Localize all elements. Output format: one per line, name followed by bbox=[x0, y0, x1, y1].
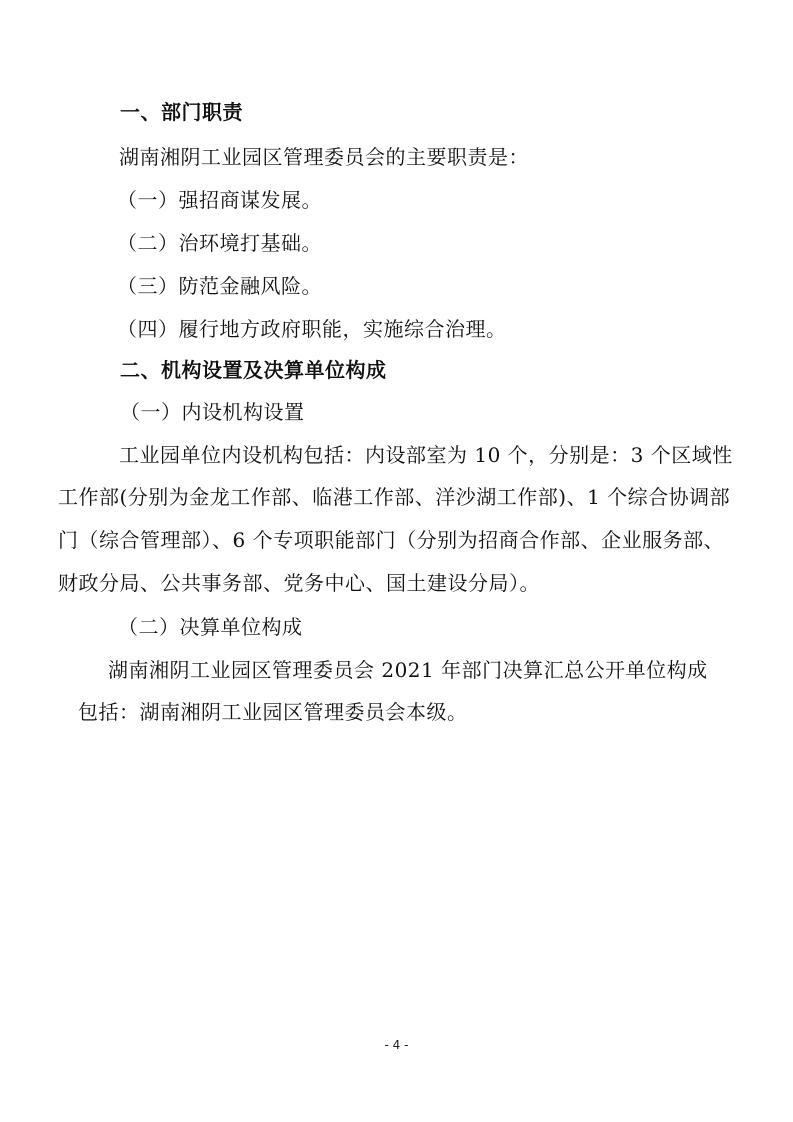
duty-item-1: （一）强招商谋发展。 bbox=[117, 188, 322, 212]
subsection-heading-internal: （一）内设机构设置 bbox=[120, 400, 305, 424]
duty-item-2: （二）治环境打基础。 bbox=[117, 231, 322, 255]
internal-paragraph-line-1: 工业园单位内设机构包括：内设部室为 10 个，分别是：3 个区域性 bbox=[119, 443, 733, 467]
subsection-heading-units: （二）决算单位构成 bbox=[118, 615, 303, 639]
internal-paragraph-line-2: 工作部(分别为金龙工作部、临港工作部、洋沙湖工作部)、1 个综合协调部 bbox=[58, 485, 731, 509]
section-heading-structure: 二、机构设置及决算单位构成 bbox=[120, 358, 387, 382]
section-heading-duties: 一、部门职责 bbox=[120, 100, 243, 124]
internal-paragraph-line-4: 财政分局、公共事务部、党务中心、国土建设分局）。 bbox=[58, 571, 540, 595]
units-paragraph-line-1: 湖南湘阴工业园区管理委员会 2021 年部门决算汇总公开单位构成 bbox=[108, 658, 708, 682]
units-paragraph-line-2: 包括：湖南湘阴工业园区管理委员会本级。 bbox=[78, 700, 468, 724]
internal-paragraph-line-3: 门（综合管理部）、6 个专项职能部门（分别为招商合作部、企业服务部、 bbox=[58, 528, 725, 552]
page-number: - 4 - bbox=[384, 1038, 409, 1052]
duty-item-4: （四）履行地方政府职能，实施综合治理。 bbox=[117, 317, 507, 341]
duty-item-3: （三）防范金融风险。 bbox=[117, 274, 322, 298]
duties-intro: 湖南湘阴工业园区管理委员会的主要职责是： bbox=[119, 145, 529, 169]
